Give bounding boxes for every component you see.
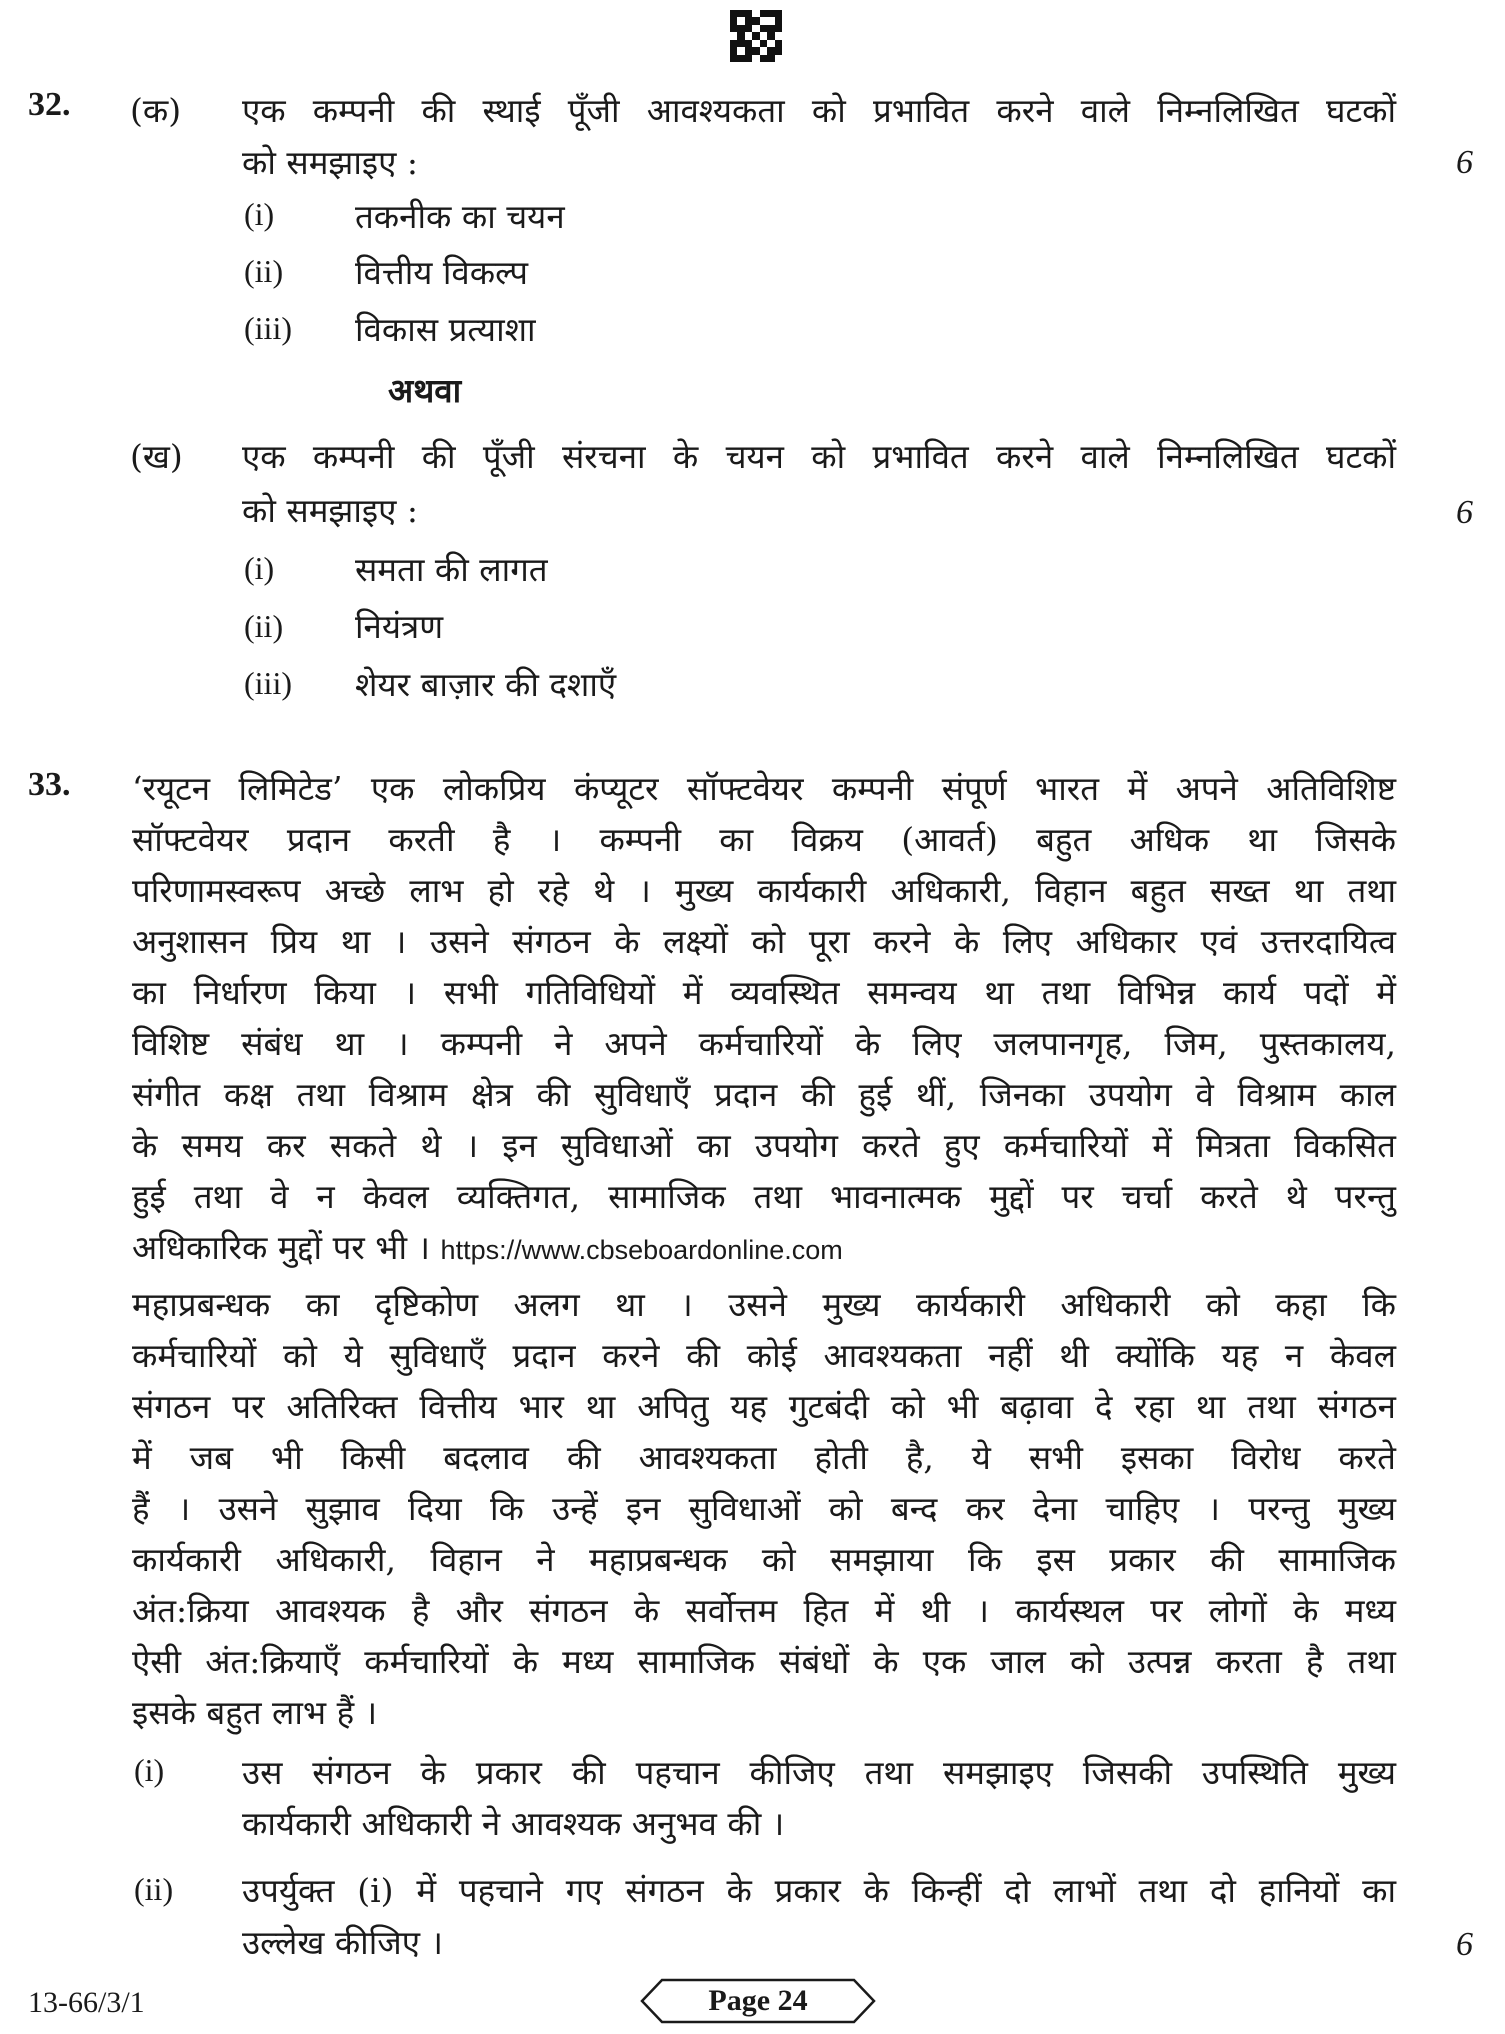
q33-para2-line5: हैं । उसने सुझाव दिया कि उन्हें इन सुविधाओं को बन्द कर देना चाहिए । परन्तु मुख्य — [132, 1489, 1396, 1528]
question-number-33: 33. — [28, 766, 71, 803]
q32-a-item-2-text: वित्तीय विकल्प — [355, 253, 529, 292]
q33-para1-last-line — [132, 1221, 843, 1277]
q32-a-item-3-num: (iii) — [244, 310, 292, 346]
q33-para1-line9: हुई तथा वे न केवल व्यक्तिगत, सामाजिक तथा भावनात्मक मुद्दों पर चर्चा करते थे परन्तु — [132, 1177, 1396, 1216]
page-number-badge — [640, 1978, 876, 2024]
q33-sub2-line2: उल्लेख कीजिए । — [242, 1923, 443, 1962]
q32-part-a-line2: को समझाइए : — [242, 143, 418, 182]
q33-para2-line2: कर्मचारियों को ये सुविधाएँ प्रदान करने की कोई आवश्यकता नहीं थी क्योंकि यह न केवल — [132, 1336, 1396, 1375]
q32-b-item-2-num: (ii) — [244, 608, 284, 644]
q32-part-b-line1: एक कम्पनी की पूँजी संरचना के चयन को प्रभावित करने वाले निम्नलिखित घटकों — [242, 437, 1396, 476]
q33-sub1-line1: उस संगठन के प्रकार की पहचान कीजिए तथा समझाइए जिसकी उपस्थिति मुख्य — [242, 1753, 1396, 1792]
q33-para1-line2: सॉफ्टवेयर प्रदान करती है । कम्पनी का विक्रय (आवर्त) बहुत अधिक था जिसके — [132, 820, 1396, 859]
q32-part-a-label: (क) — [130, 91, 182, 130]
q33-para1-line3: परिणामस्वरूप अच्छे लाभ हो रहे थे । मुख्य कार्यकारी अधिकारी, विहान बहुत सख्त था तथा — [132, 871, 1396, 910]
q32-a-item-3-text: विकास प्रत्याशा — [355, 310, 536, 349]
q33-para2-line4: में जब भी किसी बदलाव की आवश्यकता होती है, ये सभी इसका विरोध करते — [132, 1438, 1396, 1477]
q33-para1-line7: संगीत कक्ष तथा विश्राम क्षेत्र की सुविधाएँ प्रदान की हुई थीं, जिनका उपयोग वे विश्राम काल — [132, 1075, 1396, 1114]
q33-para1-line8: के समय कर सकते थे । इन सुविधाओं का उपयोग करते हुए कर्मचारियों में मित्रता विकसित — [132, 1126, 1396, 1165]
q33-para1-line6: विशिष्ट संबंध था । कम्पनी ने अपने कर्मचारियों के लिए जलपानगृह, जिम, पुस्तकालय, — [132, 1024, 1396, 1063]
qr-code — [730, 10, 782, 62]
q32-a-item-2-num: (ii) — [244, 253, 284, 289]
q32-part-a-line1: एक कम्पनी की स्थाई पूँजी आवश्यकता को प्रभावित करने वाले निम्नलिखित घटकों — [242, 91, 1396, 130]
q33-para1-line5: का निर्धारण किया । सभी गतिविधियों में व्यवस्थित समन्वय था तथा विभिन्न कार्य पदों में — [132, 973, 1396, 1012]
q33-para2-line1: महाप्रबन्धक का दृष्टिकोण अलग था । उसने मुख्य कार्यकारी अधिकारी को कहा कि — [132, 1285, 1396, 1324]
q33-para2-last-line: इसके बहुत लाभ हैं । — [132, 1693, 378, 1732]
q33-para2-line8: ऐसी अंत:क्रियाएँ कर्मचारियों के मध्य सामाजिक संबंधों के एक जाल को उत्पन्न करता है तथा — [132, 1642, 1396, 1681]
q32-b-item-1-num: (i) — [244, 550, 275, 586]
q33-para1-last-text: अधिकारिक मुद्दों पर भी । — [132, 1228, 431, 1267]
source-url[interactable]: https://www.cbseboardonline.com — [440, 1235, 843, 1265]
q32-part-a-marks: 6 — [1456, 144, 1473, 181]
q32-a-item-1-num: (i) — [244, 196, 275, 232]
q32-b-item-3-text: शेयर बाज़ार की दशाएँ — [355, 665, 617, 704]
paper-code: 13-66/3/1 — [28, 1986, 145, 2019]
q33-sub1-num: (i) — [134, 1752, 165, 1788]
q32-part-b-marks: 6 — [1456, 494, 1473, 531]
question-number-32: 32. — [28, 86, 71, 123]
q32-b-item-2-text: नियंत्रण — [355, 607, 444, 646]
page-number: Page 24 — [708, 1984, 808, 2017]
q32-a-item-1-text: तकनीक का चयन — [355, 197, 565, 236]
q33-sub2-line1: उपर्युक्त (i) में पहचाने गए संगठन के प्रकार के किन्हीं दो लाभों तथा दो हानियों का — [242, 1871, 1396, 1910]
q32-b-item-3-num: (iii) — [244, 665, 292, 701]
or-separator: अथवा — [388, 371, 462, 410]
q32-part-b-line2: को समझाइए : — [242, 491, 418, 530]
q33-para1-line1: ‘रयूटन लिमिटेड’ एक लोकप्रिय कंप्यूटर सॉफ्टवेयर कम्पनी संपूर्ण भारत में अपने अतिविशिष्ट — [132, 769, 1396, 808]
q33-para2-line7: अंत:क्रिया आवश्यक है और संगठन के सर्वोत्तम हित में थी । कार्यस्थल पर लोगों के मध्य — [132, 1591, 1396, 1630]
q33-para1-line4: अनुशासन प्रिय था । उसने संगठन के लक्ष्यों को पूरा करने के लिए अधिकार एवं उत्तरदायित्व — [132, 922, 1396, 961]
q32-part-b-label: (ख) — [130, 437, 183, 476]
q33-marks: 6 — [1456, 1926, 1473, 1963]
q32-b-item-1-text: समता की लागत — [355, 550, 548, 589]
q33-sub2-num: (ii) — [134, 1871, 174, 1907]
q33-para2-line3: संगठन पर अतिरिक्त वित्तीय भार था अपितु यह गुटबंदी को भी बढ़ावा दे रहा था तथा संगठन — [132, 1387, 1396, 1426]
q33-para2-line6: कार्यकारी अधिकारी, विहान ने महाप्रबन्धक को समझाया कि इस प्रकार की सामाजिक — [132, 1540, 1396, 1579]
q33-sub1-line2: कार्यकारी अधिकारी ने आवश्यक अनुभव की । — [242, 1804, 785, 1843]
